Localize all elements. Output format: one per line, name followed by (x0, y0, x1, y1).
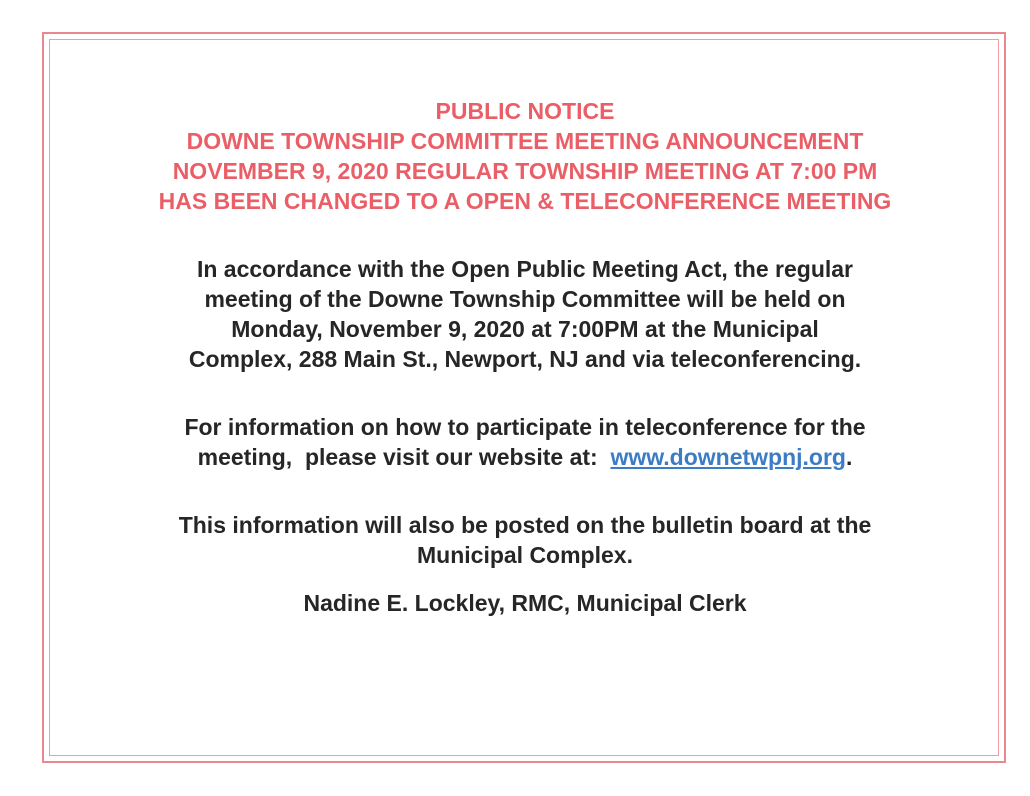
notice-heading (56, 96, 994, 216)
heading-line-meeting-announcement: DOWNE TOWNSHIP COMMITTEE MEETING ANNOUNCEMENT (186, 128, 864, 154)
paragraph-line: This information will also be posted on the bulletin board at the (178, 512, 872, 538)
heading-line-public-notice: PUBLIC NOTICE (435, 98, 615, 124)
paragraph-line: In accordance with the Open Public Meeting Act, the regular (196, 256, 854, 282)
website-link[interactable]: www.downetwpnj.org (610, 444, 846, 470)
paragraph-line-with-link (56, 442, 994, 472)
clerk-signature: Nadine E. Lockley, RMC, Municipal Clerk (303, 590, 747, 616)
paragraph-line: meeting of the Downe Township Committee will be held on (204, 286, 846, 312)
paragraph-line: Complex, 288 Main St., Newport, NJ and via teleconferencing. (188, 346, 862, 372)
sentence-period: . (845, 444, 853, 470)
paragraph-line: For information on how to participate in teleconference for the (184, 414, 866, 440)
paragraph-line: Monday, November 9, 2020 at 7:00PM at the Municipal (231, 316, 819, 342)
heading-line-meeting-date: NOVEMBER 9, 2020 REGULAR TOWNSHIP MEETING AT 7:00 PM (172, 158, 878, 184)
notice-content (56, 96, 994, 618)
heading-line-changed: HAS BEEN CHANGED TO A OPEN & TELECONFERENCE MEETING (158, 188, 892, 214)
paragraph-line: Municipal Complex. (417, 542, 633, 568)
website-prompt-text: meeting, please visit our website at: (197, 444, 611, 470)
meeting-details-paragraph (56, 254, 994, 374)
participation-info-paragraph (56, 412, 994, 472)
bulletin-board-paragraph (56, 510, 994, 570)
